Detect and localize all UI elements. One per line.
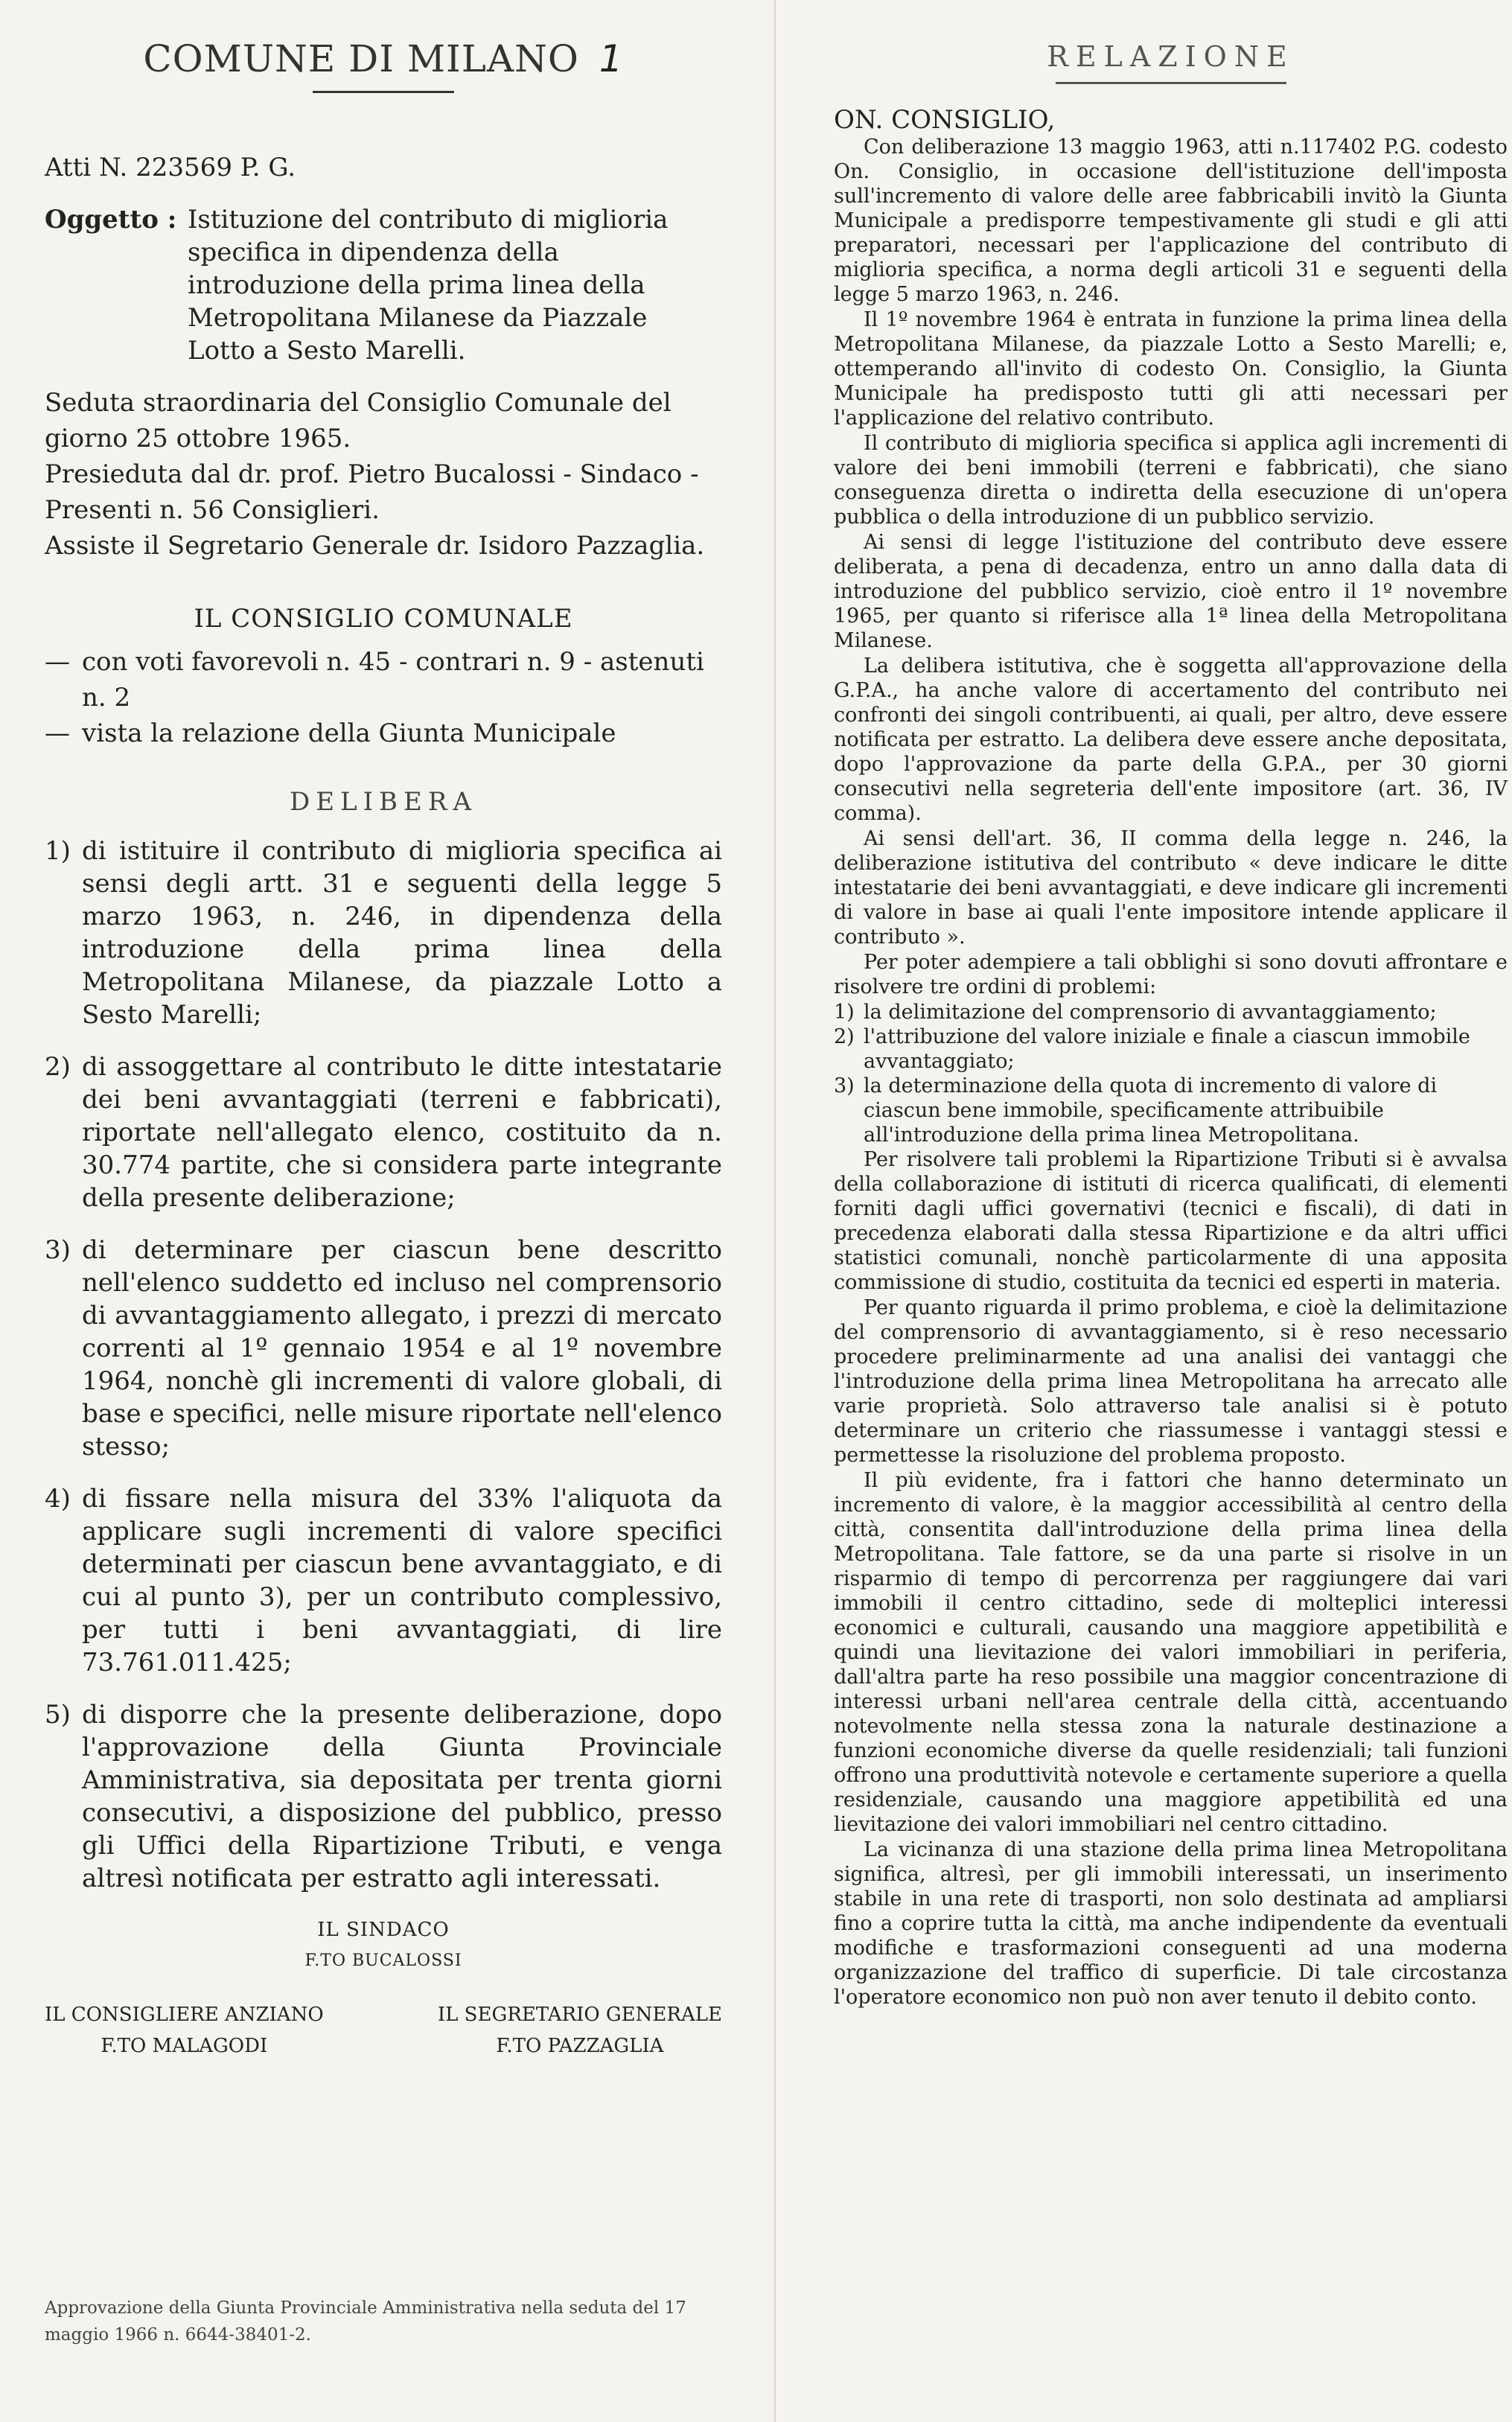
list-text: l'attribuzione del valore iniziale e finale a ciascun immobile avvantaggiato; (864, 1025, 1470, 1073)
item-text: di determinare per ciascun bene descritto nell'elenco suddetto ed incluso nel comprensorio di avvantaggiamento allegato, i prezzi di mercato correnti al 1º gennaio 1954 e al 1º novembre 1964, nonchè gli incrementi di valore globali, di base e specifici, nelle misure riportate nell'elenco stesso; (82, 1235, 722, 1462)
oggetto-block (45, 203, 722, 367)
oggetto-label: Oggetto : (45, 205, 177, 235)
handwritten-page-number: 1 (599, 37, 624, 80)
atti-number: Atti N. 223569 P. G. (45, 153, 296, 182)
relazione-paragraph: La delibera istitutiva, che è soggetta all'approvazione della G.P.A., ha anche valore di accertamento del contributo nei confronti dei singoli contribuenti, ai quali, per altro, deve essere notificata per estratto. La delibera deve essere anche depositata, dopo l'approvazione da parte della G.P.A., per 30 giorni consecutivi nella segreteria dell'ente impositore (art. 36, IV comma). (834, 654, 1508, 825)
list-number: 3) (834, 1074, 855, 1097)
relazione-bullet (45, 716, 722, 751)
deliberation-item (45, 1698, 722, 1895)
comune-title: COMUNE DI MILANO (143, 37, 579, 80)
item-text: di disporre che la presente deliberazione, dopo l'approvazione della Giunta Provinciale Amministrativa, sia depositata per trenta giorni consecutivi, a disposizione del pubblico, presso gli Uffici della Ripartizione Tributi, e venga altresì notificata per estratto agli interessati. (82, 1700, 722, 1893)
item-number: 2) (45, 1052, 71, 1082)
relazione-paragraph: Con deliberazione 13 maggio 1963, atti n.117402 P.G. codesto On. Consiglio, in occasione dell'istituzione dell'imposta sull'incremento di valore delle aree fabbricabili invitò la Giunta Municipale a predisporre tempestivamente gli studi e gli atti preparatori, necessari per l'applicazione del contributo di miglioria specifica, a norma degli articoli 31 e seguenti della legge 5 marzo 1963, n. 246. (834, 136, 1508, 306)
item-text: di fissare nella misura del 33% l'aliquota da applicare sugli incrementi di valore specifici determinati per ciascun bene avvantaggiato, e di cui al punto 3), per un contributo complessivo, per tutti i beni avvantaggiati, di lire 73.761.011.425; (82, 1484, 722, 1677)
relazione-column (834, 30, 1508, 2010)
relazione-underline (1056, 82, 1286, 84)
item-number: 5) (45, 1700, 71, 1730)
list-item (834, 1000, 1508, 1024)
relazione-paragraph: Ai sensi dell'art. 36, II comma della legge n. 246, la deliberazione istitutiva del contributo « deve indicare le ditte intestatarie dei beni avvantaggiati, e deve indicare gli incrementi di valore in base ai quali l'ente impositore intende applicare il contributo ». (834, 827, 1508, 949)
list-number: 2) (834, 1025, 855, 1048)
header-title (45, 37, 722, 80)
oggetto-text: Istituzione del contributo di miglioria specifica in dipendenza della introduzione della prima linea della Metropolitana Milanese da Piazzale Lotto a Sesto Marelli. (188, 205, 669, 366)
relazione-paragraph: Il 1º novembre 1964 è entrata in funzione la prima linea della Metropolitana Milanese, da piazzale Lotto a Sesto Marelli; e, ottemperando all'invito di codesto On. Consiglio, la Giunta Municipale ha predisposto tutti gli atti necessari per l'applicazione del relativo contributo. (834, 308, 1508, 430)
page-fold-divider (774, 0, 776, 2422)
list-item (834, 1074, 1508, 1147)
list-text: la delimitazione del comprensorio di avvantaggiamento; (864, 1001, 1437, 1024)
deliberation-column (45, 30, 722, 2062)
deliberation-item (45, 835, 722, 1031)
approvazione-note: Approvazione della Giunta Provinciale Amministrativa nella seduta del 17 maggio 1966 n. 6644-38401-2. (45, 2298, 686, 2345)
list-text: la determinazione della quota di incremento di valore di ciascun bene immobile, specificamente attribuibile all'introduzione della prima linea Metropolitana. (864, 1074, 1438, 1147)
bullet-dash: — (45, 647, 70, 677)
relazione-paragraph: Per poter adempiere a tali obblighi si sono dovuti affrontare e risolvere tre ordini di problemi: (834, 951, 1508, 998)
salutation: ON. CONSIGLIO, (834, 105, 1056, 135)
item-number: 1) (45, 836, 71, 866)
item-number: 4) (45, 1484, 71, 1514)
presenti-text: Presenti n. 56 Consiglieri. (45, 495, 380, 525)
list-number: 1) (834, 1001, 855, 1024)
consigliere-role: IL CONSIGLIERE ANZIANO (45, 2004, 324, 2026)
sindaco-signature (45, 1914, 722, 1977)
seduta-text: Seduta straordinaria del Consiglio Comunale del giorno 25 ottobre 1965. (45, 388, 672, 453)
item-text: di assoggettare al contributo le ditte intestatarie dei beni avvantaggiati (terreni e fabbricati), riportate nell'allegato elenco, costituito da n. 30.774 partite, che si considera parte integrante della presente deliberazione; (82, 1052, 722, 1213)
bullet-text: con voti favorevoli n. 45 - contrari n. 9 - astenuti n. 2 (82, 647, 704, 713)
item-number: 3) (45, 1235, 71, 1265)
vote-bullet (45, 644, 722, 716)
consigliere-signature (45, 1999, 324, 2062)
header-underline (313, 91, 454, 93)
segretario-signature (438, 1999, 722, 2062)
sindaco-name: F.TO BUCALOSSI (304, 1951, 462, 1970)
relazione-paragraph: Il più evidente, fra i fattori che hanno determinato un incremento di valore, è la maggior accessibilità al centro della città, consentita dall'introduzione della prima linea della Metropolitana. Tale fattore, se da una parte si risolve in un risparmio di tempo di percorrenza per raggiungere dai vari immobili il centro cittadino, sede di molteplici interessi economici e culturali, causando una maggiore appetibilità e quindi una lievitazione dei valori immobiliari in periferia, dall'altra parte ha reso possibile una maggior concentrazione di interessi urbani nell'area centrale della città, accentuando notevolmente nella stessa zona la naturale destinazione a funzioni economiche diverse da quelle residenziali; tali funzioni offrono una produttività notevole e certamente superiore a quella residenziale, causando una maggiore appetibilità ed una lievitazione dei valori immobiliari nel centro cittadino. (834, 1469, 1508, 1836)
consiglio-heading: IL CONSIGLIO COMUNALE (194, 604, 573, 634)
deliberation-item (45, 1234, 722, 1463)
assiste-text: Assiste il Segretario Generale dr. Isidoro Pazzaglia. (45, 531, 705, 561)
signatures-row (45, 1999, 722, 2062)
relazione-paragraph: Il contributo di miglioria specifica si applica agli incrementi di valore dei beni immobili (terreni e fabbricati), che siano conseguenza diretta o indiretta della esecuzione di un'opera pubblica o della introduzione di un pubblico servizio. (834, 432, 1508, 529)
segretario-role: IL SEGRETARIO GENERALE (437, 2004, 722, 2026)
bullet-text: vista la relazione della Giunta Municipale (82, 718, 616, 748)
item-text: di istituire il contributo di miglioria specifica ai sensi degli artt. 31 e seguenti della legge 5 marzo 1963, n. 246, in dipendenza della introduzione della prima linea della Metropolitana Milanese, da piazzale Lotto a Sesto Marelli; (82, 836, 722, 1030)
relazione-paragraph: Per risolvere tali problemi la Ripartizione Tributi si è avvalsa della collaborazione di istituti di ricerca qualificati, di elementi forniti dagli uffici governativi (tecnici e fiscali), di dati in precedenza elaborati dalla stessa Ripartizione e da altri uffici statistici comunali, nonchè particolarmente di una apposita commissione di studio, costituita da tecnici ed esperti in materia. (834, 1148, 1508, 1294)
bullet-dash: — (45, 718, 70, 748)
relazione-paragraph: La vicinanza di una stazione della prima linea Metropolitana significa, altresì, per gli immobili interessati, un inserimento stabile in una rete di trasporti, non solo destinata ad ampliarsi fino a coprire tutta la città, ma anche indipendente da eventuali modifiche e trasformazioni conseguenti ad una moderna organizzazione del traffico di superficie. Di tale circostanza l'operatore economico non può non aver tenuto il debito conto. (834, 1838, 1508, 2009)
relazione-paragraph: Per quanto riguarda il primo problema, e cioè la delimitazione del comprensorio di avvantaggiamento, si è reso necessario procedere preliminarmente ad una analisi dei vantaggi che l'introduzione della prima linea Metropolitana ha arrecato alle varie proprietà. Solo attraverso tale analisi si è potuto determinare un criterio che riassumesse i vantaggi stessi e permettesse la risoluzione del problema proposto. (834, 1296, 1508, 1467)
presieduta-text: Presieduta dal dr. prof. Pietro Bucalossi - Sindaco - (45, 459, 699, 489)
list-item (834, 1024, 1508, 1074)
segretario-name: F.TO PAZZAGLIA (496, 2035, 664, 2057)
relazione-paragraph: Ai sensi di legge l'istituzione del contributo deve essere deliberata, a pena di decadenza, entro un anno dalla data di introduzione del pubblico servizio, cioè entro il 1º novembre 1965, per quanto si riferisce alla 1ª linea della Metropolitana Milanese. (834, 531, 1508, 652)
relazione-title: RELAZIONE (1047, 40, 1295, 73)
delibera-heading: DELIBERA (289, 787, 478, 817)
consigliere-name: F.TO MALAGODI (101, 2035, 268, 2057)
deliberation-item (45, 1482, 722, 1679)
deliberation-item (45, 1051, 722, 1214)
sindaco-role: IL SINDACO (317, 1919, 450, 1941)
problems-list (834, 1000, 1508, 1147)
